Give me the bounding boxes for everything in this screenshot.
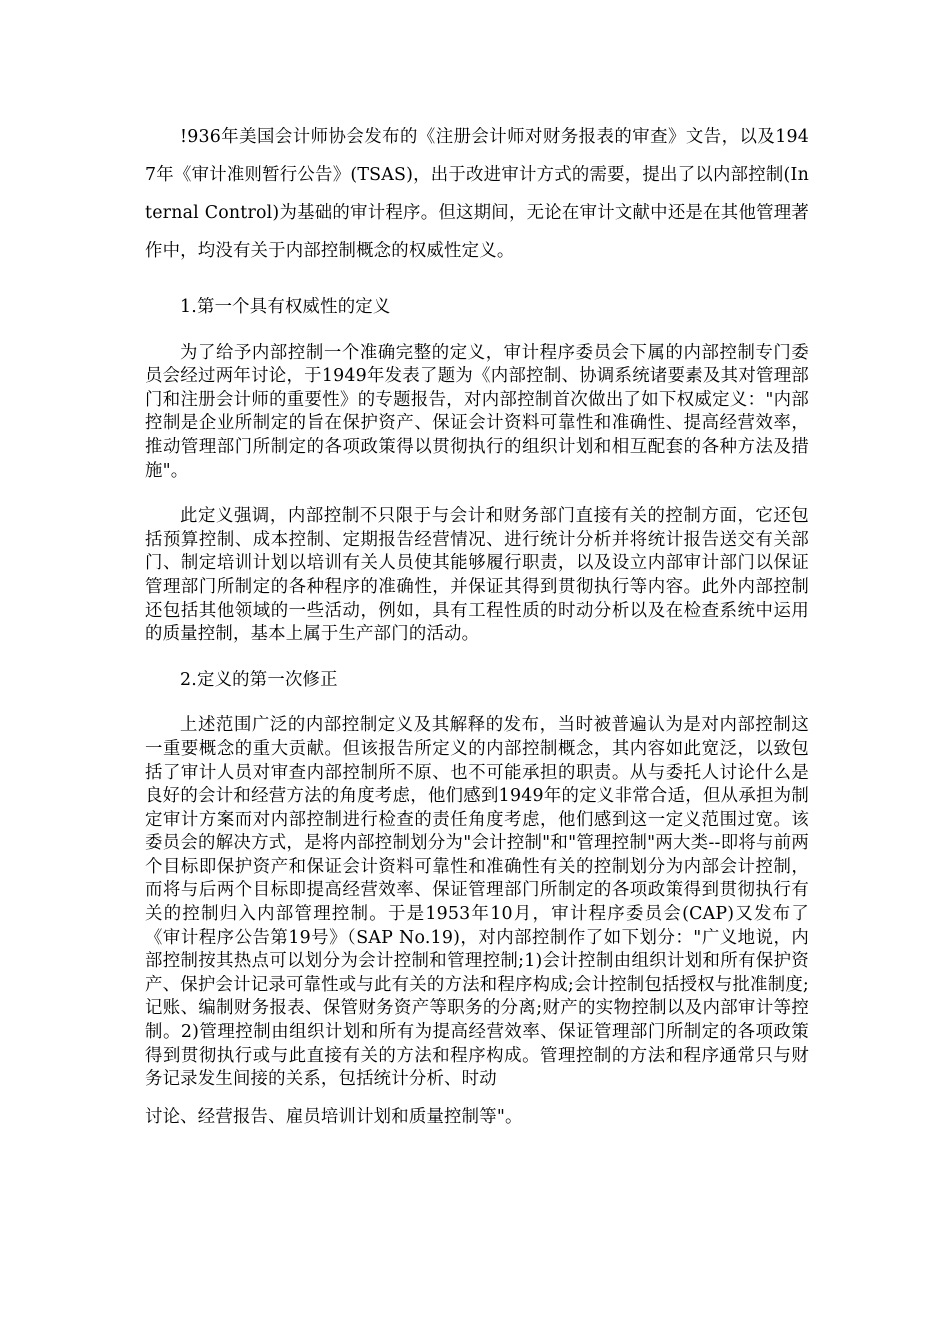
spacer — [145, 692, 809, 714]
section-heading-1: 1.第一个具有权威性的定义 — [180, 297, 391, 317]
section-heading-2: 2.定义的第一次修正 — [180, 669, 338, 690]
document-body — [145, 118, 809, 1129]
spacer — [145, 276, 809, 296]
paragraph-3-text: 上述范围广泛的内部控制定义及其解释的发布，当时被普遍认为是对内部控制这一重要概念的重大贡献。但该报告所定义的内部控制概念，其内容如此宽泛，以致包括了审计人员对审查内部控制所不原、也不可能承担的职责。从与委托人讨论什么是良好的会计和经营方法的角度考虑，他们感到1949年的定义非常合适，但从承担为制定审计方案而对内部控制进行检查的责任角度考虑，他们感到这一定义范围过宽。该委员会的解决方式，是将内部控制划分为"会计控制"和"管理控制"两大类--即将与前两个目标即保护资产和保证会计资料可靠性和准确性有关的控制划分为内部会计控制，而将与后两个目标即提高经营效率、保证管理部门所制定的各项政策得到贯彻执行有关的控制归入内部管理控制。于是1953年10月，审计程序委员会(CAP)又发布了《审计程序公告第19号》（SAP No.19)，对内部控制作了如下划分："广义地说，内部控制按其热点可以划分为会计控制和管理控制;1)会计控制由组织计划和所有保护资产、保护会计记录可靠性或与此有关的方法和程序构成;会计控制包括授权与批准制度;记账、编制财务报表、保管财务资产等职务的分离;财产的实物控制以及内部审计等控制。2)管理控制由组织计划和所有为提高经营效率、保证管理部门所制定的各项政策得到贯彻执行或与此直接有关的方法和程序构成。管理控制的方法和程序通常只与财务记录发生间接的关系，包括统计分析、时动 — [145, 715, 809, 1090]
intro-paragraph: !936年美国会计师协会发布的《注册会计师对财务报表的审查》文告，以及1947年《审计准则暂行公告》(TSAS)，出于改进审计方式的需要，提出了以内部控制(Internal Control)为基础的审计程序。但这期间，无论在审计文献中还是在其他管理著作中，均没有关于内部控制概念的权威性定义。 — [145, 127, 809, 261]
paragraph-2: 此定义强调，内部控制不只限于与会计和财务部门直接有关的控制方面，它还包括预算控制、成本控制、定期报告经营情况、进行统计分析并将统计报告送交有关部门、制定培训计划以培训有关人员使其能够履行职责，以及设立内部审计部门以保证管理部门所制定的各种程序的准确性，并保证其得到贯彻执行等内容。此外内部控制还包括其他领域的一些活动，例如，具有工程性质的时动分析以及在检查系统中运用的质量控制，基本上属于生产部门的活动。 — [145, 506, 809, 645]
spacer — [145, 483, 809, 505]
spacer — [145, 320, 809, 342]
paragraph-1: 为了给予内部控制一个准确完整的定义，审计程序委员会下属的内部控制专门委员会经过两年讨论，于1949年发表了题为《内部控制、协调系统诸要素及其对管理部门和注册会计师的重要性》的专题报告，对内部控制首次做出了如下权威定义："内部控制是企业所制定的旨在保护资产、保证会计资料可靠性和准确性、提高经营效率，推动管理部门所制定的各项政策得以贯彻执行的组织计划和相互配套的各种方法及措施"。 — [145, 342, 809, 481]
paragraph-3 — [145, 714, 809, 1129]
paragraph-3-last-line: 讨论、经营报告、雇员培训计划和质量控制等"。 — [145, 1106, 523, 1127]
spacer — [145, 647, 809, 669]
